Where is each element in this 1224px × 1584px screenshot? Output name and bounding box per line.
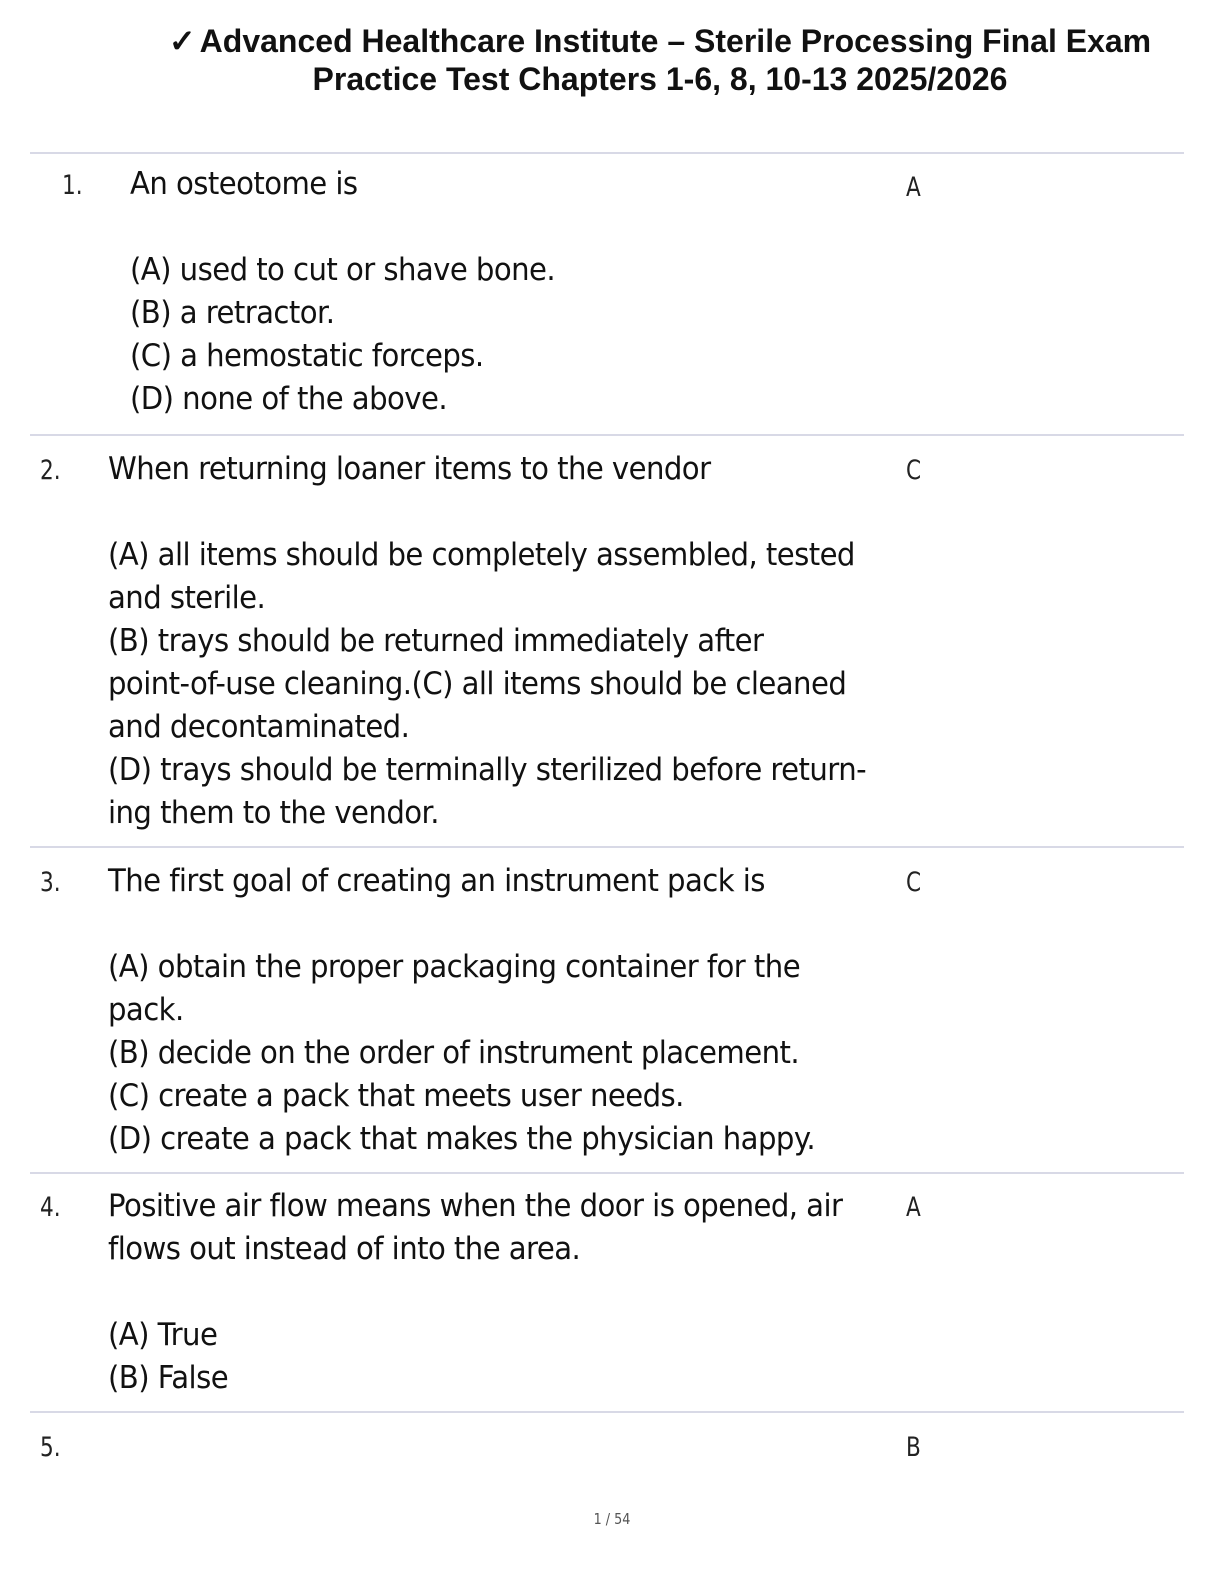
option-d-cont: ing them to the vendor.	[108, 795, 439, 831]
page-indicator: 1 / 54	[593, 1510, 631, 1528]
option-a: (A) obtain the proper packaging container for the	[108, 949, 801, 985]
option-b: (B) trays should be returned immediately after	[108, 623, 764, 659]
document-title	[130, 22, 1190, 98]
question-number: 1.	[62, 170, 83, 201]
option-a: (A) True	[108, 1317, 218, 1353]
option-c-cont: and decontaminated.	[108, 709, 410, 745]
divider	[30, 434, 1184, 436]
question-stem: The first goal of creating an instrument pack is	[108, 863, 765, 899]
question-text	[108, 448, 866, 835]
answer-key: A	[906, 172, 921, 203]
question-number: 4.	[40, 1192, 61, 1223]
option-b: (B) False	[108, 1360, 229, 1396]
blank-line	[108, 1271, 842, 1314]
answer-key: A	[906, 1192, 921, 1223]
answer-key: C	[906, 455, 922, 486]
title-text-1: Advanced Healthcare Institute – Sterile Processing Final Exam	[199, 23, 1152, 59]
blank-line	[130, 206, 555, 249]
title-line-1	[130, 22, 1190, 60]
question-text	[108, 860, 815, 1161]
blank-line	[108, 903, 815, 946]
question-number: 5.	[40, 1432, 61, 1463]
question-stem: An osteotome is	[130, 166, 358, 202]
option-b: (B) a retractor.	[130, 295, 335, 331]
answer-key: B	[906, 1432, 921, 1463]
option-c: (C) create a pack that meets user needs.	[108, 1078, 684, 1114]
option-d: (D) none of the above.	[130, 381, 448, 417]
question-text	[108, 1185, 842, 1400]
question-text	[130, 163, 555, 421]
option-b-c: point-of-use cleaning.(C) all items should be cleaned	[108, 666, 847, 702]
divider	[30, 1411, 1184, 1413]
divider	[30, 1172, 1184, 1174]
question-stem-cont: flows out instead of into the area.	[108, 1231, 581, 1267]
option-d: (D) trays should be terminally sterilized before return-	[108, 752, 867, 788]
divider	[30, 846, 1184, 848]
option-c: (C) a hemostatic forceps.	[130, 338, 484, 374]
option-d: (D) create a pack that makes the physician happy.	[108, 1121, 816, 1157]
option-a-cont: and sterile.	[108, 580, 266, 616]
check-icon: ✓	[168, 23, 196, 59]
question-number: 2.	[40, 455, 61, 486]
option-a-cont: pack.	[108, 992, 184, 1028]
title-line-2: Practice Test Chapters 1-6, 8, 10-13 2025/2026	[312, 61, 1008, 97]
option-a: (A) all items should be completely assembled, tested	[108, 537, 855, 573]
question-stem: Positive air flow means when the door is opened, air	[108, 1188, 843, 1224]
answer-key: C	[906, 867, 922, 898]
question-stem: When returning loaner items to the vendor	[108, 451, 711, 487]
divider	[30, 152, 1184, 154]
option-a: (A) used to cut or shave bone.	[130, 252, 556, 288]
blank-line	[108, 491, 866, 534]
option-b: (B) decide on the order of instrument placement.	[108, 1035, 800, 1071]
question-number: 3.	[40, 867, 61, 898]
